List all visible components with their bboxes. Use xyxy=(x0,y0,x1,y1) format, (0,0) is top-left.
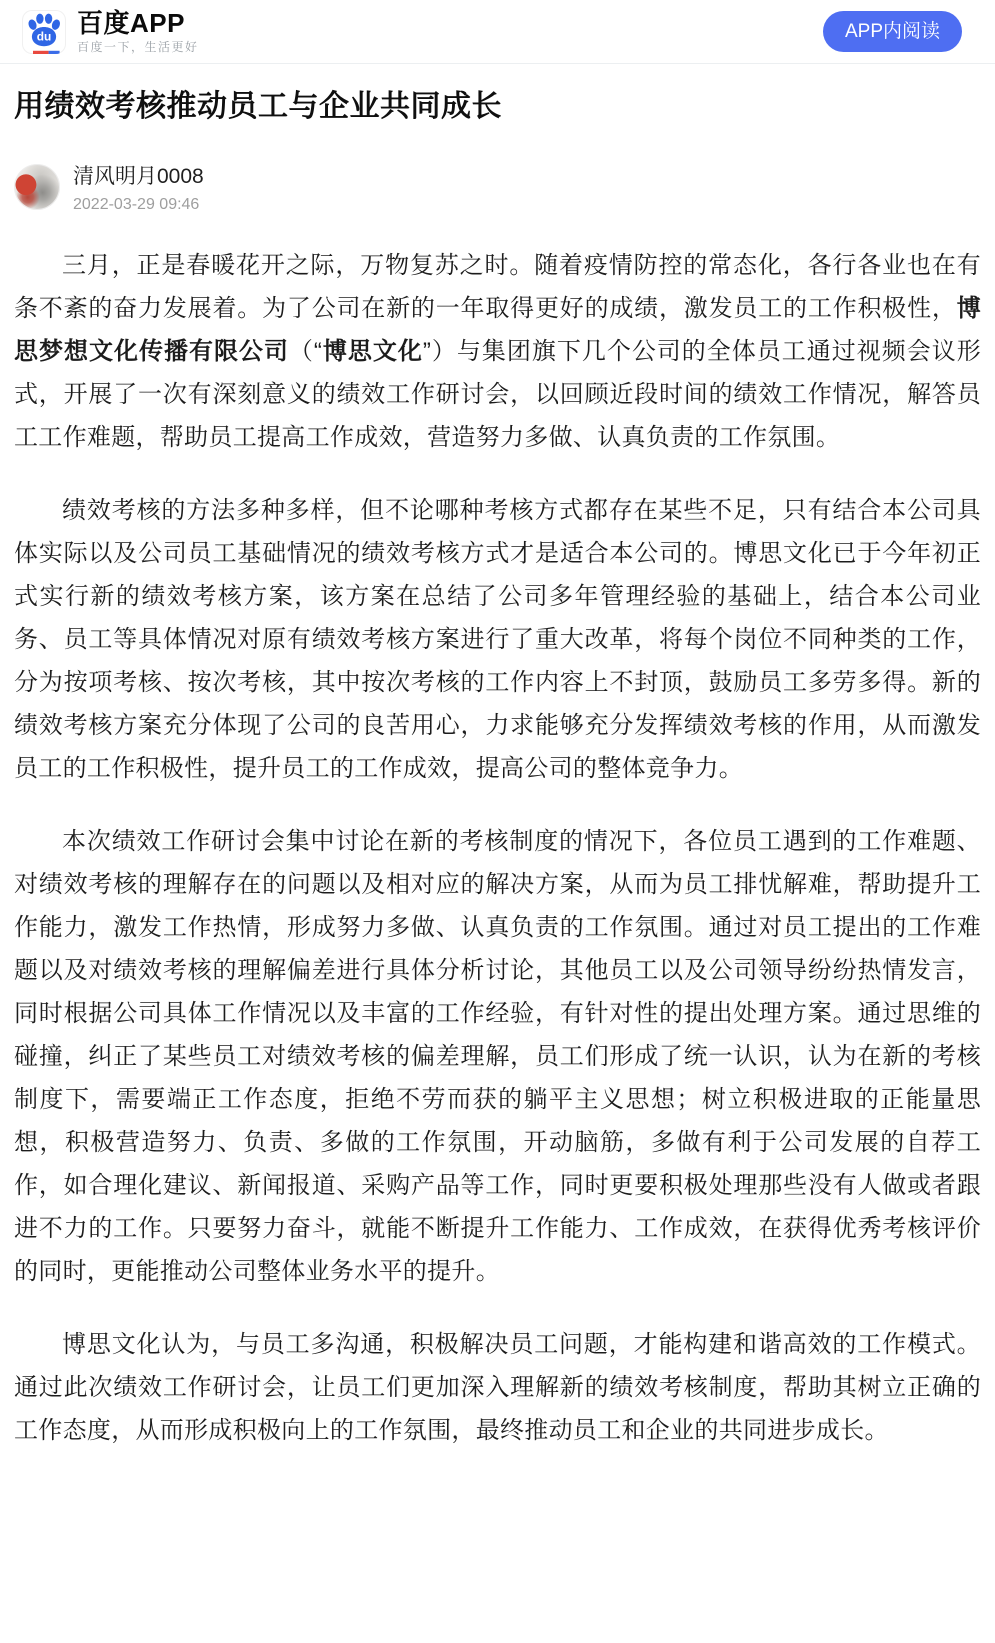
baidu-logo[interactable] xyxy=(22,10,66,54)
logo-du-text: du xyxy=(36,29,52,44)
publish-date: 2022-03-29 09:46 xyxy=(73,195,200,213)
author-info xyxy=(73,160,204,214)
app-header xyxy=(0,0,995,64)
brand-name: 百度APP xyxy=(77,8,185,38)
author-row xyxy=(14,160,981,214)
brand-block xyxy=(77,10,199,53)
article-body xyxy=(14,244,981,1452)
brand-tagline: 百度一下，生活更好 xyxy=(77,40,199,54)
author-name[interactable]: 清风明月0008 xyxy=(73,164,204,188)
baidu-paw-icon xyxy=(22,10,66,54)
read-in-app-button[interactable]: APP内阅读 xyxy=(823,11,962,52)
article-paragraph: 本次绩效工作研讨会集中讨论在新的考核制度的情况下，各位员工遇到的工作难题、对绩效考核的理解存在的问题以及相对应的解决方案，从而为员工排忧解难，帮助提升工作能力，激发工作热情，形成努力多做、认真负责的工作氛围。通过对员工提出的工作难题以及对绩效考核的理解偏差进行具体分析讨论，其他员工以及公司领导纷纷热情发言，同时根据公司具体工作情况以及丰富的工作经验，有针对性的提出处理方案。通过思维的碰撞，纠正了某些员工对绩效考核的偏差理解，员工们形成了统一认识，认为在新的考核制度下，需要端正工作态度，拒绝不劳而获的躺平主义思想；树立积极进取的正能量思想，积极营造努力、负责、多做的工作氛围，开动脑筋，多做有利于公司发展的自荐工作，如合理化建议、新闻报道、采购产品等工作，同时更要积极处理那些没有人做或者跟进不力的工作。只要努力奋斗，就能不断提升工作能力、工作成效，在获得优秀考核评价的同时，更能推动公司整体业务水平的提升。 xyxy=(14,827,981,1285)
article-paragraph: 博思文化认为，与员工多沟通，积极解决员工问题，才能构建和谐高效的工作模式。通过此次绩效工作研讨会，让员工们更加深入理解新的绩效考核制度，帮助其树立正确的工作态度，从而形成积极向上的工作氛围，最终推动员工和企业的共同进步成长。 xyxy=(14,1330,981,1444)
article-main xyxy=(0,88,995,1502)
article-paragraph: 三月，正是春暖花开之际，万物复苏之时。随着疫情防控的常态化，各行各业也在有条不紊的奋力发展着。为了公司在新的一年取得更好的成绩，激发员工的工作积极性，博思梦想文化传播有限公司（“博思文化”）与集团旗下几个公司的全体员工通过视频会议形式，开展了一次有深刻意义的绩效工作研讨会，以回顾近段时间的绩效工作情况，解答员工工作难题，帮助员工提高工作成效，营造努力多做、认真负责的工作氛围。 xyxy=(14,251,982,451)
article-title: 用绩效考核推动员工与企业共同成长 xyxy=(14,90,502,123)
article-paragraph: 绩效考核的方法多种多样，但不论哪种考核方式都存在某些不足，只有结合本公司具体实际以及公司员工基础情况的绩效考核方式才是适合本公司的。博思文化已于今年初正式实行新的绩效考核方案，该方案在总结了公司多年管理经验的基础上，结合本公司业务、员工等具体情况对原有绩效考核方案进行了重大改革，将每个岗位不同种类的工作，分为按项考核、按次考核，其中按次考核的工作内容上不封顶，鼓励员工多劳多得。新的绩效考核方案充分体现了公司的良苦用心，力求能够充分发挥绩效考核的作用，从而激发员工的工作积极性，提升员工的工作成效，提高公司的整体竞争力。 xyxy=(14,496,981,782)
author-avatar[interactable] xyxy=(14,164,60,210)
